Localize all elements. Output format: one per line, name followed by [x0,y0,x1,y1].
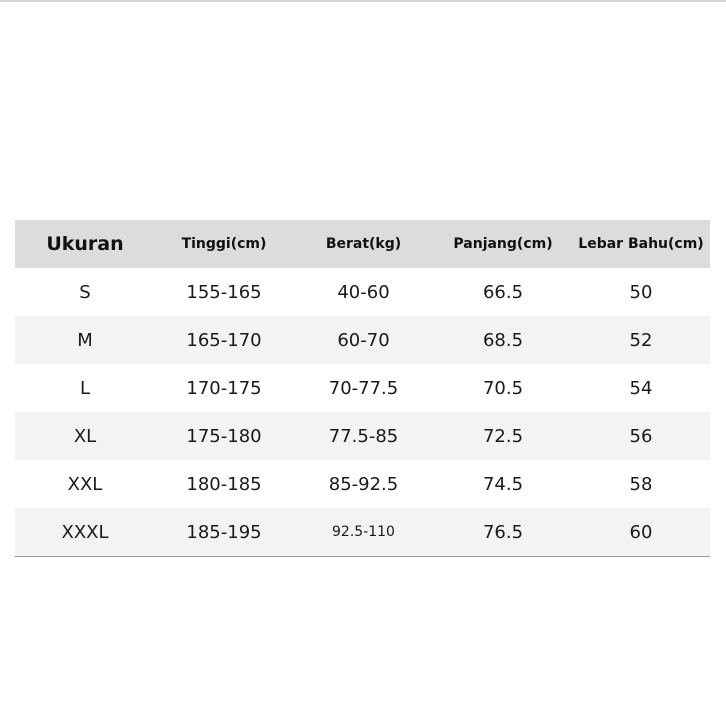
cell-shoulder: 52 [572,316,710,364]
table-row [15,364,710,412]
cell-length: 74.5 [434,460,572,508]
cell-length: 70.5 [434,364,572,412]
cell-weight: 40-60 [293,268,434,316]
table-row [15,268,710,316]
cell-size: S [15,268,155,316]
cell-weight: 60-70 [293,316,434,364]
cell-shoulder: 54 [572,364,710,412]
cell-shoulder: 50 [572,268,710,316]
table-row [15,460,710,508]
table-body [15,268,710,557]
cell-size: M [15,316,155,364]
cell-weight: 77.5-85 [293,412,434,460]
header-panjang: Panjang(cm) [434,220,572,268]
cell-height: 175-180 [155,412,293,460]
cell-weight: 85-92.5 [293,460,434,508]
table-row [15,316,710,364]
cell-weight: 70-77.5 [293,364,434,412]
table-row [15,412,710,460]
cell-height: 185-195 [155,508,293,557]
cell-length: 76.5 [434,508,572,557]
cell-length: 66.5 [434,268,572,316]
size-chart-table [15,220,710,557]
cell-size: XL [15,412,155,460]
header-ukuran: Ukuran [15,220,155,268]
cell-length: 72.5 [434,412,572,460]
cell-size: XXXL [15,508,155,557]
cell-height: 155-165 [155,268,293,316]
cell-height: 180-185 [155,460,293,508]
cell-height: 165-170 [155,316,293,364]
cell-length: 68.5 [434,316,572,364]
header-berat: Berat(kg) [293,220,434,268]
header-lebar-bahu: Lebar Bahu(cm) [572,220,710,268]
cell-shoulder: 56 [572,412,710,460]
cell-height: 170-175 [155,364,293,412]
top-border-line [0,0,726,2]
cell-size: XXL [15,460,155,508]
header-row [15,220,710,268]
cell-shoulder: 60 [572,508,710,557]
table-header [15,220,710,268]
table-row [15,508,710,557]
cell-weight: 92.5-110 [293,508,434,557]
header-tinggi: Tinggi(cm) [155,220,293,268]
cell-shoulder: 58 [572,460,710,508]
cell-size: L [15,364,155,412]
